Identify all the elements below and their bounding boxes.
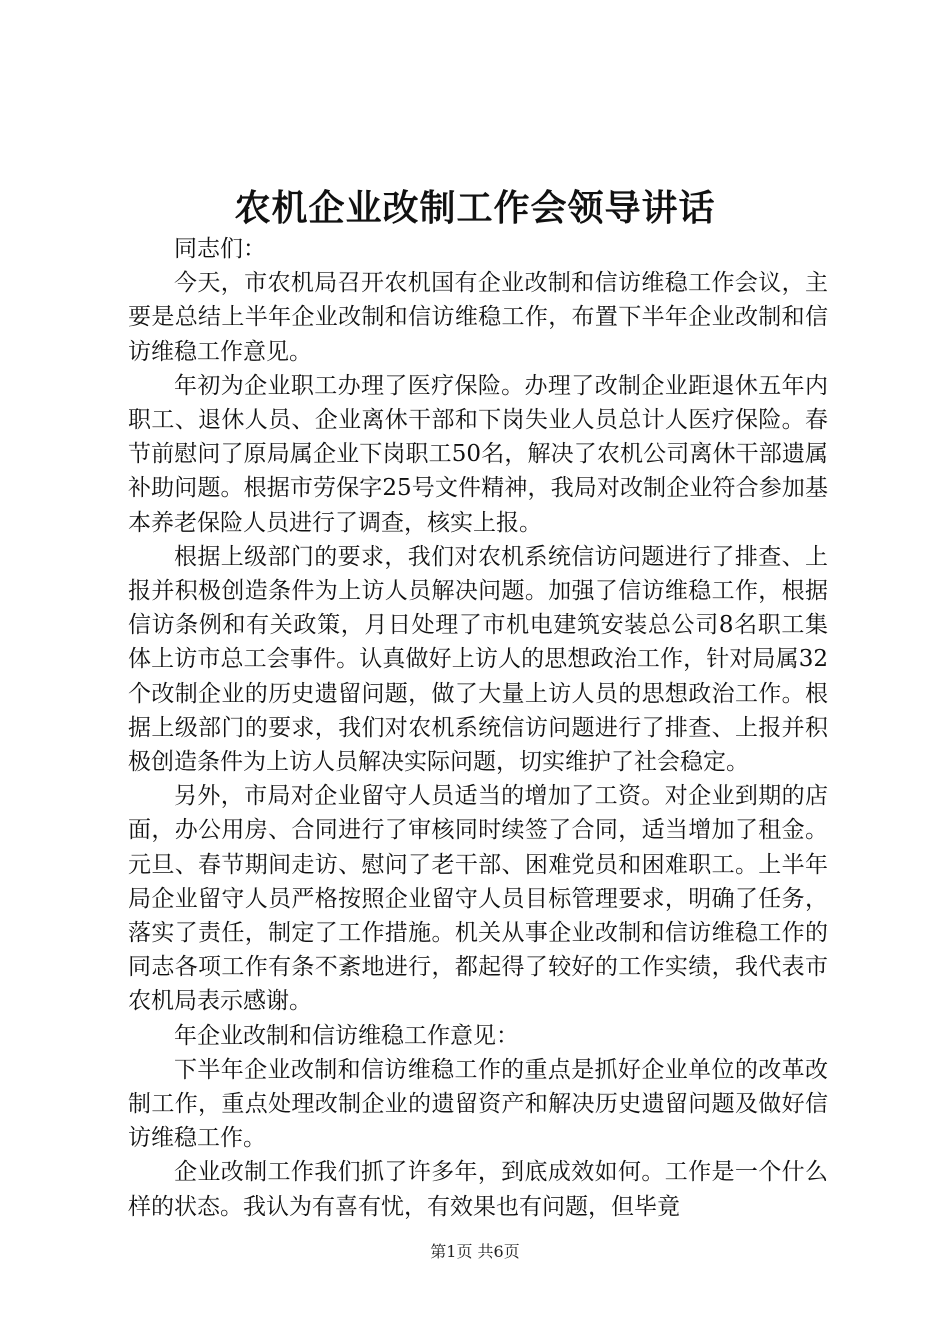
salutation-paragraph: 同志们：: [174, 236, 266, 262]
document-title: 农机企业改制工作会领导讲话: [234, 187, 716, 229]
body-paragraph: 今天，市农机局召开农机国有企业改制和信访维稳工作会议，主要是总结上半年企业改制和信访维稳工作，布置下半年企业改制和信访维稳工作意见。: [128, 270, 828, 365]
body-paragraph: 下半年企业改制和信访维稳工作的重点是抓好企业单位的改革改制工作，重点处理改制企业的遗留资产和解决历史遗留问题及做好信访维稳工作。: [128, 1056, 828, 1152]
body-paragraph: 根据上级部门的要求，我们对农机系统信访问题进行了排查、上报并积极创造条件为上访人员解决问题。加强了信访维稳工作，根据信访条例和有关政策，月日处理了市机电建筑安装总公司8名职工集体上访市总工会事件。认真做好上访人的思想政治工作，针对局属32个改制企业的历史遗留问题，做了大量上访人员的思想政治工作。根据上级部门的要求，我们对农机系统信访问题进行了排查、上报并积极创造条件为上访人员解决实际问题，切实维护了社会稳定。: [128, 543, 828, 776]
body-paragraph: 年初为企业职工办理了医疗保险。办理了改制企业距退休五年内职工、退休人员、企业离休干部和下岗失业人员总计人医疗保险。春节前慰问了原局属企业下岗职工50名，解决了农机公司离休干部遗属补助问题。根据市劳保字25号文件精神，我局对改制企业符合参加基本养老保险人员进行了调查，核实上报。: [128, 372, 828, 536]
document-body: [128, 232, 828, 1224]
body-paragraph: 另外，市局对企业留守人员适当的增加了工资。对企业到期的店面，办公用房、合同进行了审核同时续签了合同，适当增加了租金。元旦、春节期间走访、慰问了老干部、困难党员和困难职工。上半年局企业留守人员严格按照企业留守人员目标管理要求，明确了任务，落实了责任，制定了工作措施。机关从事企业改制和信访维稳工作的同志各项工作有条不紊地进行，都起得了较好的工作实绩，我代表市农机局表示感谢。: [128, 783, 828, 1015]
body-paragraph: 企业改制工作我们抓了许多年，到底成效如何。工作是一个什么样的状态。我认为有喜有忧，有效果也有问题，但毕竟: [128, 1159, 828, 1220]
section-heading-paragraph: 年企业改制和信访维稳工作意见：: [174, 1022, 519, 1049]
page-number-footer: 第1页 共6页: [430, 1242, 520, 1261]
